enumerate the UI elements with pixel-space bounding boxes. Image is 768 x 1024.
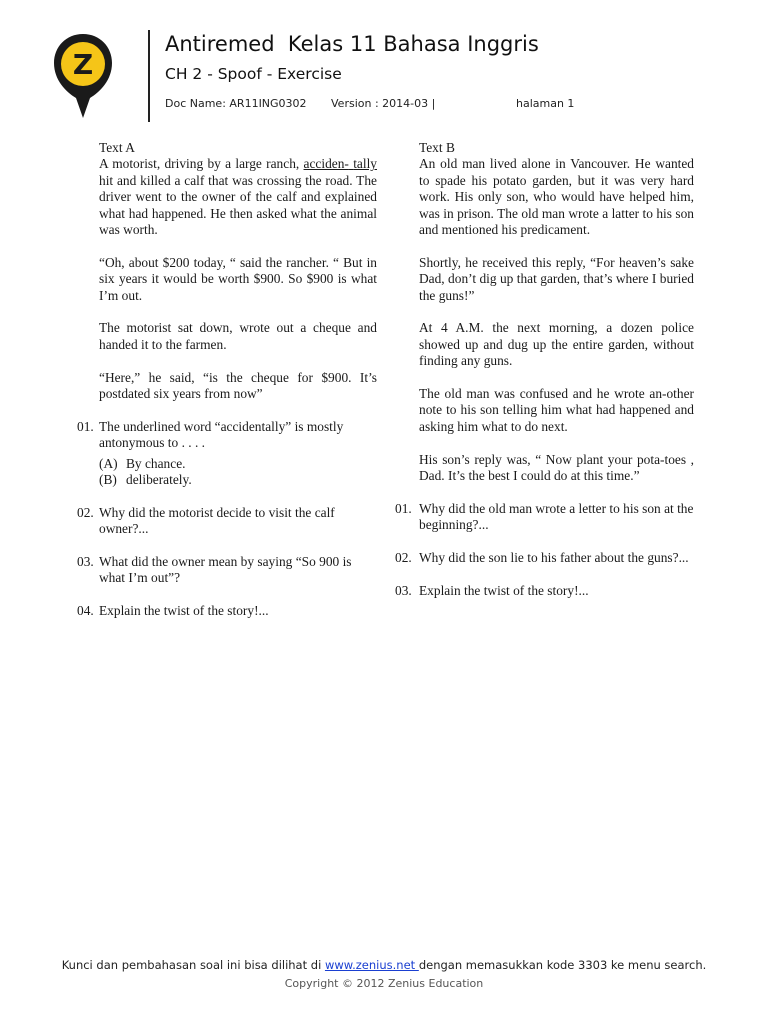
- zenius-logo-icon: [52, 32, 114, 120]
- text-a-heading: Text A: [99, 140, 135, 155]
- text-a-paragraph-4: “Here,” he said, “is the cheque for $900. It’s postdated six years from now”: [99, 369, 377, 402]
- doc-title: Antiremed Kelas 11 Bahasa Inggris: [165, 32, 539, 56]
- text-b-column: [395, 140, 694, 616]
- doc-version: Version : 2014-03 |: [331, 97, 436, 110]
- question-number: 03.: [77, 554, 94, 570]
- logo-letter: Z: [72, 48, 94, 81]
- question-b-2: [395, 550, 694, 566]
- text-a-paragraph-2: “Oh, about $200 today, “ said the rancher. “ But in six years it would be worth $900. So $900 is what I’m out.: [99, 254, 377, 303]
- question-number: 02.: [395, 550, 412, 566]
- option-b: (B) deliberately.: [99, 472, 192, 488]
- text-b-paragraph-1: An old man lived alone in Vancouver. He wanted to spade his potato garden, but it was very hard work. His only son, who would have helped him, was in prison. The old man wrote a latter to his son and mentioned his predicament.: [419, 156, 694, 238]
- text-b-paragraph-3: At 4 A.M. the next morning, a dozen police showed up and dug up the entire garden, without finding any guns.: [419, 320, 694, 369]
- question-text: What did the owner mean by saying “So 900 is what I’m out”?: [99, 554, 352, 586]
- question-b-3: [395, 582, 694, 599]
- question-number: 04.: [77, 603, 94, 619]
- doc-name: Doc Name: AR11ING0302: [165, 97, 307, 110]
- question-text: The underlined word “accidentally” is mostly antonymous to . . . .: [99, 418, 344, 451]
- answer-options: [99, 456, 377, 489]
- question-number: 01.: [77, 418, 94, 434]
- question-a-2: [77, 504, 377, 538]
- underlined-word: acciden- tally: [303, 156, 377, 172]
- text-b-paragraph-5: His son’s reply was, “ Now plant your pota-toes , Dad. It’s the best I could do at this time.”: [419, 451, 694, 484]
- text-b-paragraph-2: Shortly, he received this reply, “For heaven’s sake Dad, don’t dig up that garden, that’s where I buried the guns!”: [419, 254, 694, 303]
- copyright: Copyright © 2012 Zenius Education: [284, 977, 484, 990]
- doc-subtitle: CH 2 - Spoof - Exercise: [165, 65, 342, 83]
- text-b-paragraph-4: The old man was confused and he wrote an-other note to his son telling him what had happened and asking him what to do next.: [419, 386, 694, 434]
- question-number: 02.: [77, 504, 94, 520]
- header-divider: [148, 30, 150, 122]
- question-a-1: [77, 418, 377, 489]
- question-b-1: [395, 500, 694, 534]
- question-number: 03.: [395, 582, 412, 598]
- question-text: Explain the twist of the story!...: [419, 582, 589, 598]
- zenius-link[interactable]: www.zenius.net: [324, 958, 419, 972]
- question-a-3: [77, 554, 377, 587]
- text-b-heading: Text B: [419, 140, 455, 155]
- question-text: Why did the son lie to his father about the guns?...: [419, 550, 689, 566]
- question-text: Why did the motorist decide to visit the calf owner?...: [99, 504, 335, 537]
- question-a-4: [77, 603, 377, 619]
- question-text: Explain the twist of the story!...: [99, 603, 269, 619]
- footer-note: Kunci dan pembahasan soal ini bisa dilihat di www.zenius.net dengan memasukkan kode 3303 ke menu search.: [61, 958, 707, 972]
- option-a: (A) By chance.: [99, 455, 186, 471]
- question-text: Why did the old man wrote a letter to his son at the beginning?...: [419, 500, 694, 533]
- page-number: halaman 1: [516, 97, 575, 110]
- text-a-paragraph-1: A motorist, driving by a large ranch, acciden- tally hit and killed a calf that was crossing the road. The driver went to the owner of the calf and explained what had happened. He then asked what the animal was worth.: [99, 156, 377, 238]
- text-a-paragraph-3: The motorist sat down, wrote out a cheque and handed it to the farmen.: [99, 320, 377, 352]
- question-number: 01.: [395, 500, 412, 516]
- text-a-column: [77, 140, 377, 636]
